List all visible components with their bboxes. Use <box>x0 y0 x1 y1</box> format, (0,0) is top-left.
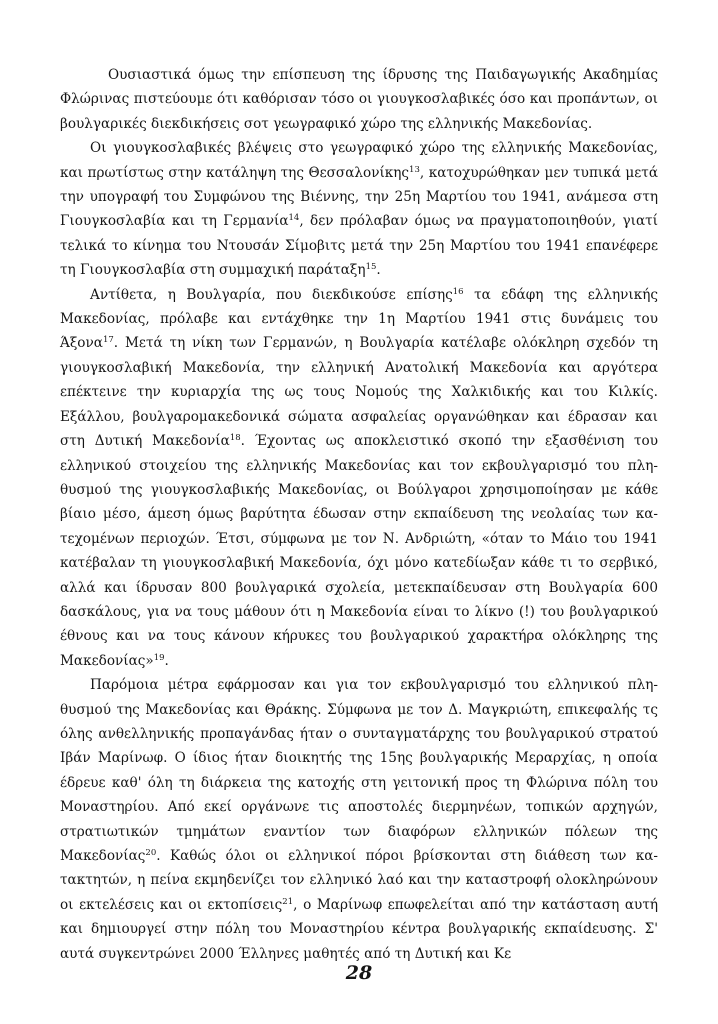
paragraph-text: . <box>164 652 169 669</box>
paragraph <box>60 673 658 966</box>
paragraph-text: . Καθώς όλοι οι ελληνικοί πόροι βρίσκονται στη διάθεση των κατακτητών, η πείνα εκμηδενίζει τον ελληνικό λαό και την καταστροφή ολοκληρώνουν οι εκτελέσεις και οι εκτοπίσεις <box>60 848 658 913</box>
footnote-reference: 15 <box>365 262 377 273</box>
paragraph-text: Αντίθετα, η Βουλγαρία, που διεκδικούσε επίσης <box>90 286 453 303</box>
paragraph-text: . Μετά τη νίκη των Γερμανών, η Βουλγαρία κατέλαβε ολόκληρη σχεδόν τη γιουγκοσλαβική Μακεδονία, την ελληνική Ανατολική Μακεδονία και αργότερα επέκτεινε την κυριαρχία της ως τους Νομούς της Χαλκιδικής και του Κιλκίς. Εξάλλου, βουλγαρομακεδονικά σώματα ασφαλείας οργανώθηκαν και έδρασαν και στη Δυτική Μακεδονία <box>60 335 658 450</box>
paragraph-text: τα εδάφη της ελληνικής Μακεδονίας, πρόλαβε και εντάχθηκε την 1η Μαρτίου 1941 στις δυνάμεις του Άξονα <box>60 286 658 352</box>
footnote-reference: 19 <box>153 652 165 663</box>
footnote-reference: 21 <box>282 896 294 907</box>
paragraph <box>60 283 658 674</box>
footnote-reference: 13 <box>409 164 420 175</box>
footnote-reference: 18 <box>229 433 241 444</box>
paragraph-text: . <box>376 262 381 279</box>
paragraph-text: . Έχοντας ως αποκλειστικό σκοπό την εξασθένιση του ελληνικού στοιχείου της ελληνικής Μακεδονίας και τον εκβουλγαρισμό του πληθυσμού της γιουγκοσλαβικής Μακεδονίας, οι Βούλγαροι χρησιμοποίησαν με κάθε βίαιο μέσο, άμεση όμως βαρύτητα έδωσαν στην εκπαίδευση της νεολαίας των κατεχομένων περιοχών. Έτσι, σύμφωνα με τον Ν. Ανδριώτη, «όταν το Μάιο του 1941 κατέβαλαν τη γιουγκοσλαβική Μακεδονία, όχι μόνο κατεδίωξαν κάθε τι το σερβικό, αλλά και ίδρυσαν 800 βουλγαρικά σχολεία, μετεκπαίδευσαν στη Βουλγαρία 600 δασκάλους, για να τους μάθουν ότι η Μακεδονία είναι το λίκνο (!) του βουλγαρικού έθνους και να τους κάνουν κήρυκες του βουλγαρικού χαρακτήρα ολόκληρης της Μακεδονίας» <box>60 433 658 669</box>
footnote-reference: 14 <box>288 213 300 224</box>
paragraph-text: Ουσιαστικά όμως την επίσπευση της ίδρυσης της Παιδαγωγικής Ακαδημίας Φλώρινας πιστεύουμε ότι καθόρισαν τόσο οι γιουγκοσλαβικές όσο και προπάντων, οι βουλγαρικές διεκδικήσεις σοτ γεωγραφικό χώρο της ελληνικής Μακεδονίας. <box>60 67 658 132</box>
paragraph-text: Παρόμοια μέτρα εφάρμοσαν και για τον εκβουλγαρισμό του ελληνικού πληθυσμού της Μακεδονίας και Θράκης. Σύμφωνα με τον Δ. Μαγκριώτη, επικεφαλής τς όλης ανθελληνικής προπαγάνδας ήταν ο συνταγματάρχης του βουλγαρικού στρατού Ιβάν Μαρίνωφ. Ο ίδιος ήταν διοικητής της 15ης βουλγαρικής Μεραρχίας, η οποία έδρευε καθ' όλη τη διάρκεια της κατοχής στη γειτονική προς τη Φλώρινα πόλη του Μοναστηρίου. Από εκεί οργάνωνε τις αποστολές διερμηνέων, τοπικών αρχηγών, στρατιωτικών τμημάτων εναντίον των διαφόρων ελληνικών πόλεων της Μακεδονίας <box>60 677 658 864</box>
paragraph-text: , ο Μαρίνωφ επωφελείται από την κατάσταση αυτή και δημιουργεί στην πόλη του Μοναστηρίου κέντρα βουλγαρικής εκπαίdευσης. Σ' αυτά συγκεντρώνει 2000 Έλληνες μαθητές από τη Δυτική και Κε <box>60 896 658 962</box>
footnote-reference: 20 <box>145 848 157 858</box>
paragraph-text: Οι γιουγκοσλαβικές βλέψεις στο γεωγραφικό χώρο της ελληνικής Μακεδονίας, και πρωτίστως στην κατάληψη της Θεσσαλονίκης <box>60 140 658 181</box>
footnote-reference: 17 <box>102 335 114 346</box>
page-number: 28 <box>345 962 373 984</box>
paragraph-text: , κατοχυρώθηκαν μεν τυπικά μετά την υπογραφή του Συμφώνου της Βιέννης, την 25η Μαρτίου του 1941, ανάμεσα στη Γιουγκοσλαβία και τη Γερμανία <box>60 164 659 230</box>
paragraph <box>60 63 658 136</box>
paragraph <box>60 136 658 282</box>
footnote-reference: 16 <box>452 286 464 297</box>
paragraph-text: , δεν πρόλαβαν όμως να πραγματοποιηθούν, γιατί τελικά το κίνημα του Ντουσάν Σίμοβιτς μετά την 25η Μαρτίου του 1941 επανέφερε τη Γιουγκοσλαβία στη συμμαχική παράταξη <box>60 213 658 279</box>
body-text <box>60 63 658 966</box>
